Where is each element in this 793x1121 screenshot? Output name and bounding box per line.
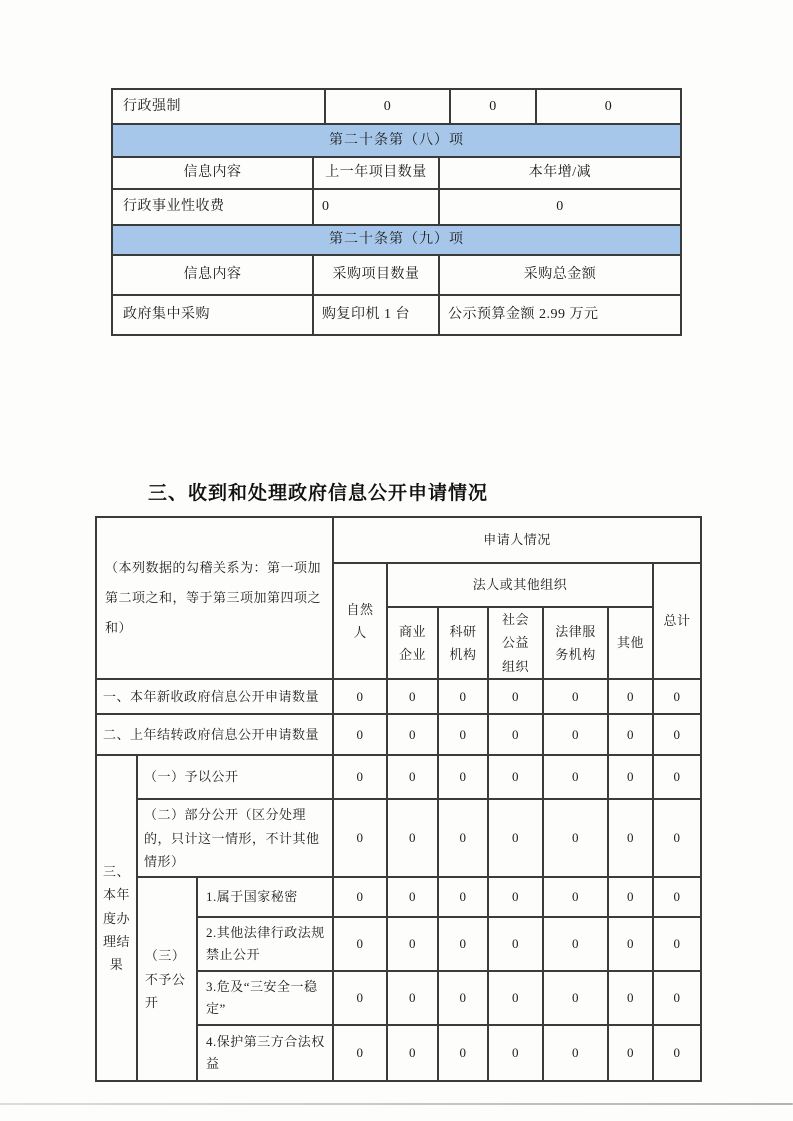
table-row [96, 799, 701, 877]
value-cell: 0 [608, 917, 653, 971]
header-org-type: 其他 [608, 607, 653, 679]
banner-item8: 第二十条第（八）项 [112, 124, 681, 157]
value-cell: 0 [439, 189, 681, 225]
value-cell: 0 [653, 714, 701, 755]
value-cell: 0 [608, 755, 653, 799]
table-row [112, 295, 681, 335]
value-cell: 0 [387, 1025, 438, 1081]
value-cell: 0 [438, 799, 488, 877]
scan-artifact-line [0, 1103, 793, 1105]
value-cell: 0 [333, 971, 387, 1025]
value-cell: 0 [488, 917, 543, 971]
value-cell: 0 [488, 714, 543, 755]
value-cell: 0 [333, 799, 387, 877]
value-cell: 0 [333, 679, 387, 714]
value-cell: 0 [333, 755, 387, 799]
section-banner-row [112, 124, 681, 157]
table-row [112, 89, 681, 124]
value-cell: 公示预算金额 2.99 万元 [439, 295, 681, 335]
row-label: 二、上年结转政府信息公开申请数量 [96, 714, 333, 755]
row-label: 政府集中采购 [112, 295, 313, 335]
value-cell: 0 [653, 799, 701, 877]
column-header: 上一年项目数量 [313, 157, 439, 189]
row-label: （一）予以公开 [137, 755, 333, 799]
header-applicant: 申请人情况 [333, 517, 701, 563]
value-cell: 0 [608, 679, 653, 714]
row-label: 行政强制 [112, 89, 325, 124]
value-cell: 0 [438, 714, 488, 755]
banner-item9: 第二十条第（九）项 [112, 225, 681, 255]
table-row [112, 189, 681, 225]
row-label: 1.属于国家秘密 [197, 877, 333, 917]
value-cell: 0 [488, 799, 543, 877]
regulation-disclosure-table [111, 88, 682, 336]
value-cell: 0 [333, 714, 387, 755]
value-cell: 0 [488, 1025, 543, 1081]
value-cell: 0 [608, 1025, 653, 1081]
value-cell: 购复印机 1 台 [313, 295, 439, 335]
row-label: （二）部分公开（区分处理的，只计这一情形，不计其他情形） [137, 799, 333, 877]
value-cell: 0 [313, 189, 439, 225]
value-cell: 0 [438, 971, 488, 1025]
table-header-row [96, 517, 701, 563]
column-header: 本年增/减 [439, 157, 681, 189]
value-cell: 0 [387, 877, 438, 917]
group-label-year-result: 三、本年度办理结果 [96, 755, 137, 1081]
value-cell: 0 [608, 877, 653, 917]
value-cell: 0 [333, 877, 387, 917]
column-header: 采购总金额 [439, 255, 681, 295]
table-row [96, 714, 701, 755]
value-cell: 0 [653, 755, 701, 799]
table-row [96, 679, 701, 714]
value-cell: 0 [438, 877, 488, 917]
table-row [96, 877, 701, 917]
value-cell: 0 [543, 714, 608, 755]
table-header-row [112, 157, 681, 189]
header-org-type: 社会公益组织 [488, 607, 543, 679]
column-header: 信息内容 [112, 157, 313, 189]
header-natural-person: 自然人 [333, 563, 387, 679]
table-header-row [112, 255, 681, 295]
value-cell: 0 [653, 917, 701, 971]
column-header: 信息内容 [112, 255, 313, 295]
value-cell: 0 [387, 679, 438, 714]
column-header: 采购项目数量 [313, 255, 439, 295]
group-label-refused: （三）不予公开 [137, 877, 197, 1081]
value-cell: 0 [488, 877, 543, 917]
value-cell: 0 [333, 1025, 387, 1081]
value-cell: 0 [488, 971, 543, 1025]
table-row [96, 755, 701, 799]
value-cell: 0 [543, 799, 608, 877]
value-cell: 0 [653, 971, 701, 1025]
value-cell: 0 [608, 971, 653, 1025]
row-label: 3.危及“三安全一稳定” [197, 971, 333, 1025]
reconciliation-note: （本列数据的勾稽关系为：第一项加第二项之和，等于第三项加第四项之和） [96, 517, 333, 679]
section-title: 三、收到和处理政府信息公开申请情况 [148, 483, 489, 504]
value-cell: 0 [543, 877, 608, 917]
header-org-type: 科研机构 [438, 607, 488, 679]
value-cell: 0 [536, 89, 681, 124]
value-cell: 0 [653, 1025, 701, 1081]
value-cell: 0 [387, 755, 438, 799]
value-cell: 0 [543, 917, 608, 971]
value-cell: 0 [608, 714, 653, 755]
value-cell: 0 [653, 679, 701, 714]
value-cell: 0 [387, 971, 438, 1025]
header-org-type: 商业企业 [387, 607, 438, 679]
value-cell: 0 [608, 799, 653, 877]
value-cell: 0 [333, 917, 387, 971]
row-label: 一、本年新收政府信息公开申请数量 [96, 679, 333, 714]
value-cell: 0 [438, 679, 488, 714]
value-cell: 0 [387, 917, 438, 971]
row-label: 行政事业性收费 [112, 189, 313, 225]
header-org-type: 法律服务机构 [543, 607, 608, 679]
value-cell: 0 [543, 1025, 608, 1081]
value-cell: 0 [387, 714, 438, 755]
value-cell: 0 [438, 755, 488, 799]
row-label: 4.保护第三方合法权益 [197, 1025, 333, 1081]
value-cell: 0 [543, 755, 608, 799]
section-banner-row [112, 225, 681, 255]
value-cell: 0 [387, 799, 438, 877]
value-cell: 0 [543, 679, 608, 714]
value-cell: 0 [488, 679, 543, 714]
value-cell: 0 [543, 971, 608, 1025]
value-cell: 0 [325, 89, 450, 124]
header-total: 总计 [653, 563, 701, 679]
value-cell: 0 [450, 89, 536, 124]
value-cell: 0 [438, 917, 488, 971]
header-legal-or-other: 法人或其他组织 [387, 563, 653, 607]
row-label: 2.其他法律行政法规禁止公开 [197, 917, 333, 971]
value-cell: 0 [653, 877, 701, 917]
value-cell: 0 [488, 755, 543, 799]
requests-table [95, 516, 702, 1082]
value-cell: 0 [438, 1025, 488, 1081]
